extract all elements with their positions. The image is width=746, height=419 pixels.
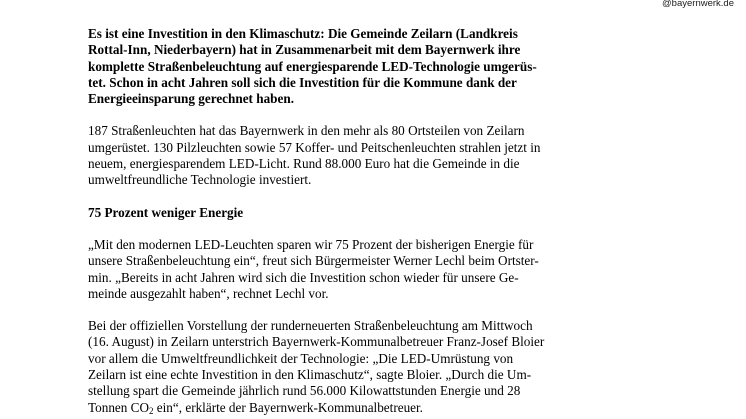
- lead-paragraph: [88, 26, 688, 107]
- lead-line: Rottal-Inn, Niederbayern) hat in Zusammenarbeit mit dem Bayernwerk ihre: [88, 42, 521, 58]
- text-line: unsere Straßenbeleuchtung ein“, freut sich Bürgermeister Werner Lechl beim Ortster-: [88, 253, 539, 269]
- lead-line: Es ist eine Investition in den Klimaschutz: Die Gemeinde Zeilarn (Landkreis: [88, 26, 518, 41]
- subscript: 2: [148, 405, 154, 416]
- text-line: stellung spart die Gemeinde jährlich rund 56.000 Kilowattstunden Energie und 28: [88, 383, 521, 399]
- text-line: (16. August) in Zeilarn unterstrich Bayernwerk-Kommunalbetreuer Franz-Josef Bloier: [88, 334, 545, 350]
- lead-line: komplette Straßenbeleuchtung auf energiesparende LED-Technologie umgerüs-: [88, 58, 537, 74]
- lead-line: Energieeinsparung gerechnet haben.: [88, 91, 294, 107]
- text-line: meinde ausgezahlt haben“, rechnet Lechl vor.: [88, 285, 329, 301]
- lead-line: tet. Schon in acht Jahren soll sich die Investition für die Kommune dank der: [88, 74, 517, 90]
- text-line: vor allem die Umweltfreundlichkeit der Technologie: „Die LED-Umrüstung von: [88, 350, 514, 366]
- body-paragraph-1: [88, 123, 688, 188]
- text-line: neuem, energiesparendem LED-Licht. Rund 88.000 Euro hat die Gemeinde in die: [88, 156, 520, 172]
- text-line: Zeilarn ist eine echte Investition in den Klimaschutz“, sagte Bloier. „Durch die Um-: [88, 367, 532, 383]
- press-release-body: [88, 26, 688, 416]
- text-line: umgerüstet. 130 Pilzleuchten sowie 57 Koffer- und Peitschenleuchten strahlen jetzt in: [88, 139, 541, 155]
- text-line: umweltfreundliche Technologie investiert.: [88, 172, 312, 188]
- text-line: min. „Bereits in acht Jahren wird sich die Investition schon wieder für unsere Ge-: [88, 269, 519, 285]
- body-paragraph-3: [88, 318, 688, 416]
- source-label: @bayernwerk.de: [662, 0, 734, 9]
- text-line-co2: [88, 400, 688, 416]
- text-fragment: ein“, erklärte der Bayernwerk-Kommunalbetreuer.: [153, 399, 423, 415]
- section-heading: 75 Prozent weniger Energie: [88, 204, 244, 220]
- text-fragment: Tonnen CO: [88, 399, 149, 415]
- text-line: „Mit den modernen LED-Leuchten sparen wir 75 Prozent der bisherigen Energie für: [88, 236, 534, 252]
- text-line: Bei der offiziellen Vorstellung der runderneuerten Straßenbeleuchtung am Mittwoch: [88, 318, 533, 334]
- text-line: 187 Straßenleuchten hat das Bayernwerk in den mehr als 80 Ortsteilen von Zeilarn: [88, 123, 525, 139]
- body-paragraph-2: [88, 237, 688, 302]
